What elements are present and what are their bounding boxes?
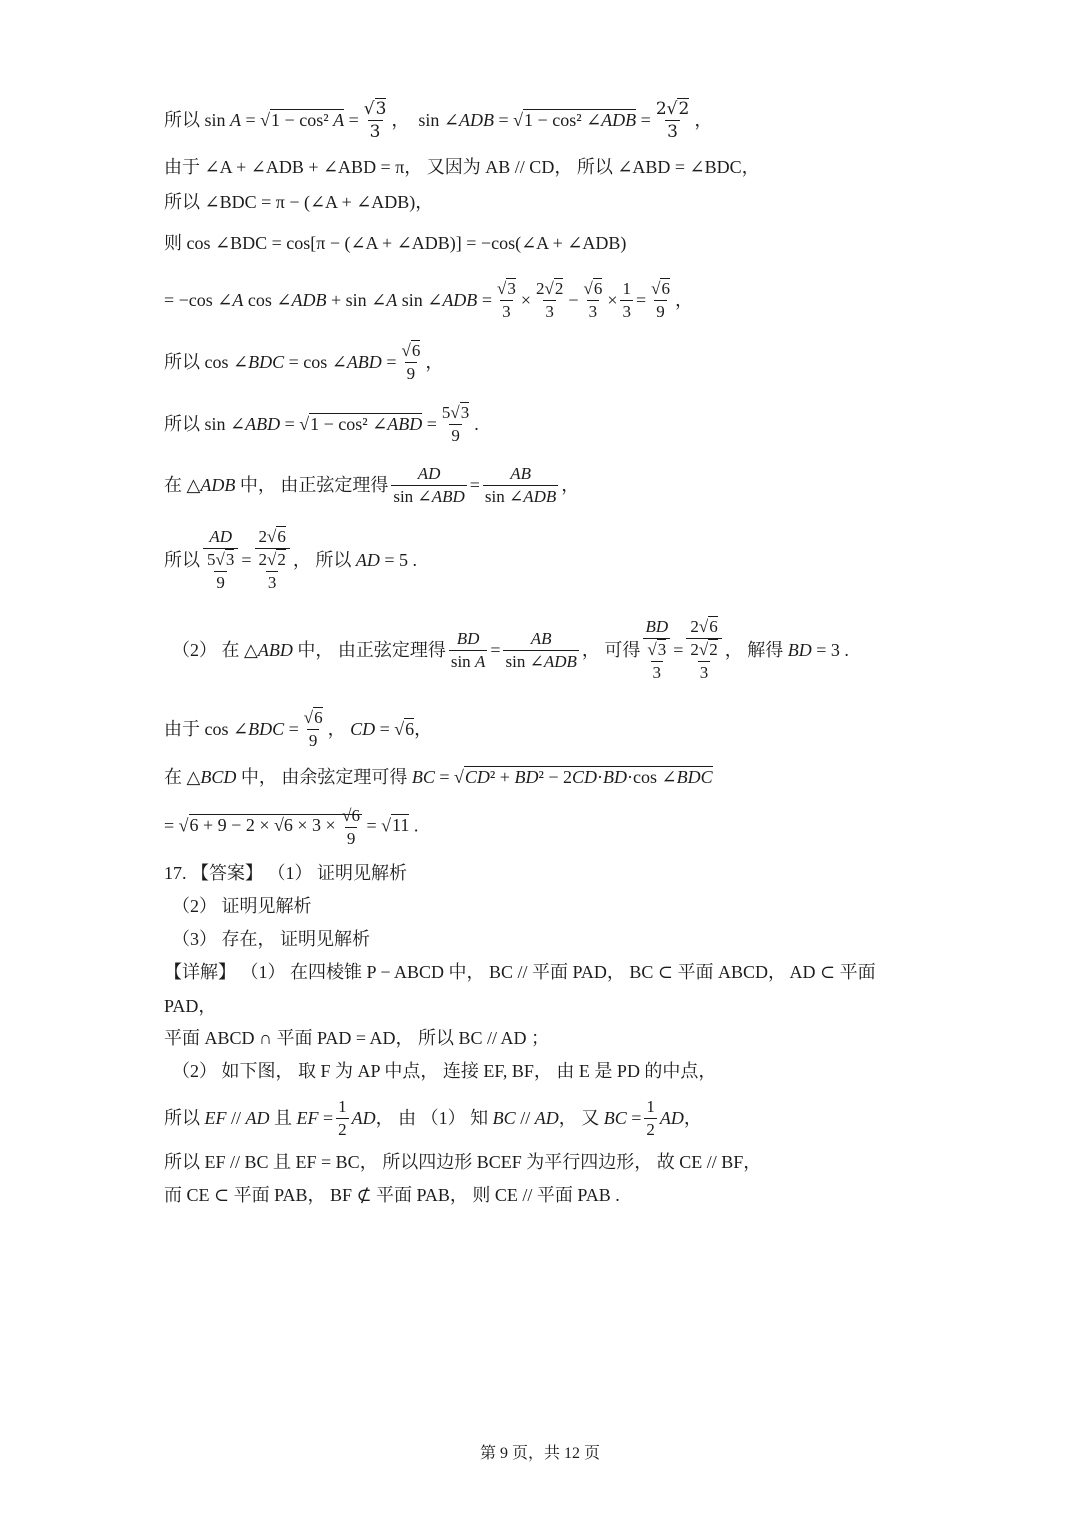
detail-line: 所以 EF // BC 且 EF = BC， 所以四边形 BCEF 为平行四边形， 故 CE // BF， <box>164 1152 762 1172</box>
detail-line: PAD， <box>164 996 217 1016</box>
solution-line: 所以 ∠BDC = π − (∠A + ∠ADB)， <box>164 192 434 212</box>
solution-line: 所以 $\frac{AD}{\frac{5√3}{9}}$ = $\frac{2√6}{\frac{2√2}{3}}$ ， 所以 AD = 5 . <box>164 527 417 592</box>
solution-line: 在 △ADB 中， 由正弦定理得 $\frac{AD}{\text{sin ∠ABD}}$ = $\frac{AB}{\text{sin ∠ADB}}$ ， <box>164 463 580 506</box>
detail-line: 【详解】 （1） 在四棱锥 P − ABCD 中， BC // 平面 PAD， BC ⊂ 平面 ABCD， AD ⊂ 平面 <box>164 962 876 982</box>
detail-line: 所以 EF // AD 且 EF = $\frac{1}{2}$ AD， 由 （1） 知 BC // AD， 又 BC = $\frac{1}{2}$ AD， <box>164 1096 702 1139</box>
detail-line: 而 CE ⊂ 平面 PAB， BF ⊄ 平面 PAB， 则 CE // 平面 PAB . <box>164 1185 620 1205</box>
solution-line: = √6 + 9 − 2 × √6 × 3 × $\frac{√6}{9}$ = √11 . <box>164 805 419 848</box>
solution-line: = −cos ∠A cos ∠ADB + sin ∠A sin ∠ADB = $\frac{√3}{3}$ × $\frac{2√2}{3}$ − $\frac{√6}{3}$ × $\frac{1}{3}$ = $\frac{√6}{9}$ ， <box>164 278 693 321</box>
detail-line: （2） 如下图， 取 F 为 AP 中点， 连接 EF, BF， 由 E 是 PD 的中点， <box>172 1061 717 1081</box>
solution-line: 则 cos ∠BDC = cos[π − (∠A + ∠ADB)] = −cos(∠A + ∠ADB) <box>164 233 627 253</box>
detail-line: 平面 ABCD ∩ 平面 PAD = AD， 所以 BC // AD ； <box>164 1028 550 1048</box>
solution-line: 由于 ∠A + ∠ADB + ∠ABD = π， 又因为 AB // CD， 所以 ∠ABD = ∠BDC， <box>164 157 760 177</box>
solution-line: 所以 sin ∠ABD = √1 − cos² ∠ABD = $\frac{5√3}{9}$ . <box>164 402 479 445</box>
solution-line: 由于 cos ∠BDC = $\frac{√6}{9}$ ， CD = √6， <box>164 707 433 750</box>
solution-line: 在 △BCD 中， 由余弦定理可得 BC = √CD² + BD² − 2CD·BD·cos ∠BDC <box>164 767 713 787</box>
solution-line: （2） 在 △ABD 中， 由正弦定理得 $\frac{BD}{\text{sin A}}$ = $\frac{AB}{\text{sin ∠ADB}}$ ， 可得 $\frac{BD}{\frac{√3}{3}}$ = $\frac{2√6}{\frac{2√2}{3}}$ ， 解得 BD = 3 . <box>172 617 849 682</box>
answer-line: （3） 存在， 证明见解析 <box>172 929 370 949</box>
answer-line: 17. 【答案】 （1） 证明见解析 <box>164 863 407 883</box>
solution-line: 所以 cos ∠BDC = cos ∠ABD = $\frac{√6}{9}$ ， <box>164 340 444 383</box>
answer-line: （2） 证明见解析 <box>172 896 312 916</box>
page-footer: 第 9 页，共 12 页 <box>479 1445 600 1462</box>
solution-line: 所以 sin A = √1 − cos² A = $\frac{√3}{3}$ ， sin ∠ADB = √1 − cos² ∠ADB = $\frac{2√2}{3}$ ， <box>164 98 713 142</box>
